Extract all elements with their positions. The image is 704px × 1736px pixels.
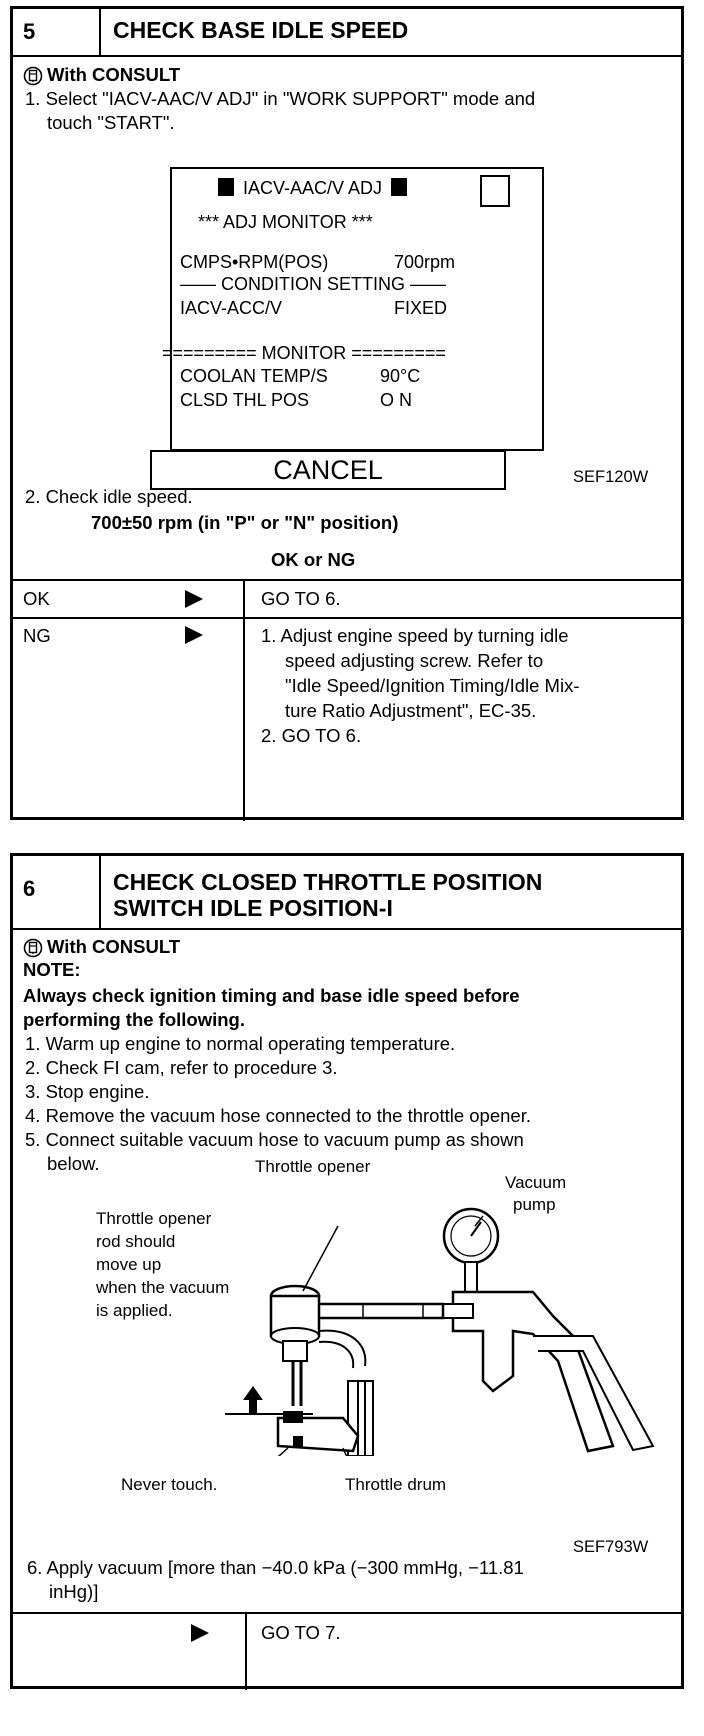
consult-label: With CONSULT	[47, 936, 181, 957]
throttle-opener-label: Throttle opener	[255, 1157, 371, 1176]
never-touch-label: Never touch.	[121, 1475, 218, 1494]
square-icon	[391, 178, 407, 196]
figure-code: SEF120W	[573, 468, 649, 486]
table-row-ok	[13, 581, 681, 617]
figure-code: SEF793W	[573, 1538, 649, 1556]
screen-row-label: CMPS•RPM(POS)	[180, 252, 329, 272]
consult-icon	[23, 66, 43, 86]
note-text: Always check ignition timing and base idle speed before	[23, 985, 520, 1006]
decision-label: OK or NG	[271, 549, 356, 570]
procedure-step: 6. Apply vacuum [more than −40.0 kPa (−300 mmHg, −11.81	[27, 1557, 524, 1578]
opener-note: move up	[96, 1255, 162, 1274]
ng-action-line: 1. Adjust engine speed by turning idle	[261, 625, 569, 646]
cancel-button-label: CANCEL	[273, 455, 383, 485]
ng-action-line: "Idle Speed/Ignition Timing/Idle Mix-	[285, 675, 580, 696]
pump-label: pump	[513, 1195, 556, 1214]
procedure-step: 2. Check FI cam, refer to procedure 3.	[25, 1057, 338, 1078]
screen-title	[218, 177, 407, 199]
screen-row-label: COOLAN TEMP/S	[180, 366, 328, 386]
ng-label: NG	[23, 625, 51, 646]
consult-icon	[23, 938, 43, 958]
arrow-right-icon	[185, 626, 203, 644]
step-title-line: CHECK CLOSED THROTTLE POSITION	[113, 869, 543, 895]
opener-note: is applied.	[96, 1301, 173, 1320]
step-title-line: SWITCH IDLE POSITION-I	[113, 895, 393, 921]
step-6-header	[13, 856, 681, 930]
idle-speed-spec: 700±50 rpm (in "P" or "N" position)	[91, 512, 399, 533]
ng-action-line: speed adjusting screw. Refer to	[285, 650, 544, 671]
step-number-cell	[13, 9, 101, 55]
step-5-header	[13, 9, 681, 57]
result-table	[13, 579, 681, 821]
screen-condition-setting: —— CONDITION SETTING ——	[180, 274, 447, 294]
opener-note: Throttle opener	[96, 1209, 212, 1228]
opener-note: rod should	[96, 1232, 176, 1251]
note-label: NOTE:	[23, 959, 81, 980]
screen-row-label: IACV-ACC/V	[180, 298, 283, 318]
arrow-right-icon	[185, 590, 203, 608]
step-6-block	[10, 853, 684, 1689]
arrow-right-icon	[191, 1624, 209, 1642]
vacuum-label: Vacuum	[505, 1173, 567, 1192]
procedure-step: 1. Warm up engine to normal operating temperature.	[25, 1033, 456, 1054]
ng-action-line: ture Ratio Adjustment", EC-35.	[285, 700, 537, 721]
screen-row-value: FIXED	[394, 298, 448, 318]
cancel-button[interactable]	[150, 450, 506, 490]
step-title: CHECK BASE IDLE SPEED	[113, 17, 409, 43]
screen-row-value: O N	[380, 390, 413, 410]
instruction-1-cont: touch "START".	[47, 112, 175, 133]
opener-note: when the vacuum	[96, 1278, 230, 1297]
procedure-step-cont: inHg)]	[49, 1581, 99, 1602]
screen-monitor-header: ========= MONITOR =========	[162, 343, 446, 363]
ok-action: GO TO 6.	[261, 588, 341, 609]
instruction-1: 1. Select "IACV-AAC/V ADJ" in "WORK SUPPORT" mode and	[25, 88, 536, 109]
square-icon	[218, 178, 234, 196]
screen-row-value: 700rpm	[394, 252, 456, 272]
ok-label: OK	[23, 588, 50, 609]
step-number-cell	[13, 856, 101, 928]
step-title	[113, 869, 542, 921]
table-row-ng	[13, 619, 681, 819]
final-action: GO TO 7.	[261, 1622, 341, 1643]
step-number: 5	[23, 19, 36, 44]
step-number: 6	[23, 876, 36, 901]
consult-screen	[150, 167, 542, 499]
checkbox-icon	[480, 175, 510, 207]
instruction-2: 2. Check idle speed.	[25, 486, 193, 507]
result-table	[13, 1612, 681, 1690]
note-text: performing the following.	[23, 1009, 245, 1030]
procedure-step-cont: below.	[47, 1153, 100, 1174]
ng-action-line: 2. GO TO 6.	[261, 725, 362, 746]
throttle-drum-label: Throttle drum	[345, 1475, 447, 1494]
screen-row-value: 90°C	[380, 366, 421, 386]
consult-label: With CONSULT	[47, 64, 181, 85]
screen-title-text: IACV-AAC/V ADJ	[243, 178, 383, 198]
screen-row-label: CLSD THL POS	[180, 390, 310, 410]
procedure-step: 5. Connect suitable vacuum hose to vacuum pump as shown	[25, 1129, 524, 1150]
screen-subtitle: *** ADJ MONITOR ***	[198, 212, 373, 232]
procedure-step: 4. Remove the vacuum hose connected to the throttle opener.	[25, 1105, 531, 1126]
procedure-step: 3. Stop engine.	[25, 1081, 150, 1102]
step-5-block	[10, 6, 684, 820]
table-row-next	[13, 1614, 681, 1650]
